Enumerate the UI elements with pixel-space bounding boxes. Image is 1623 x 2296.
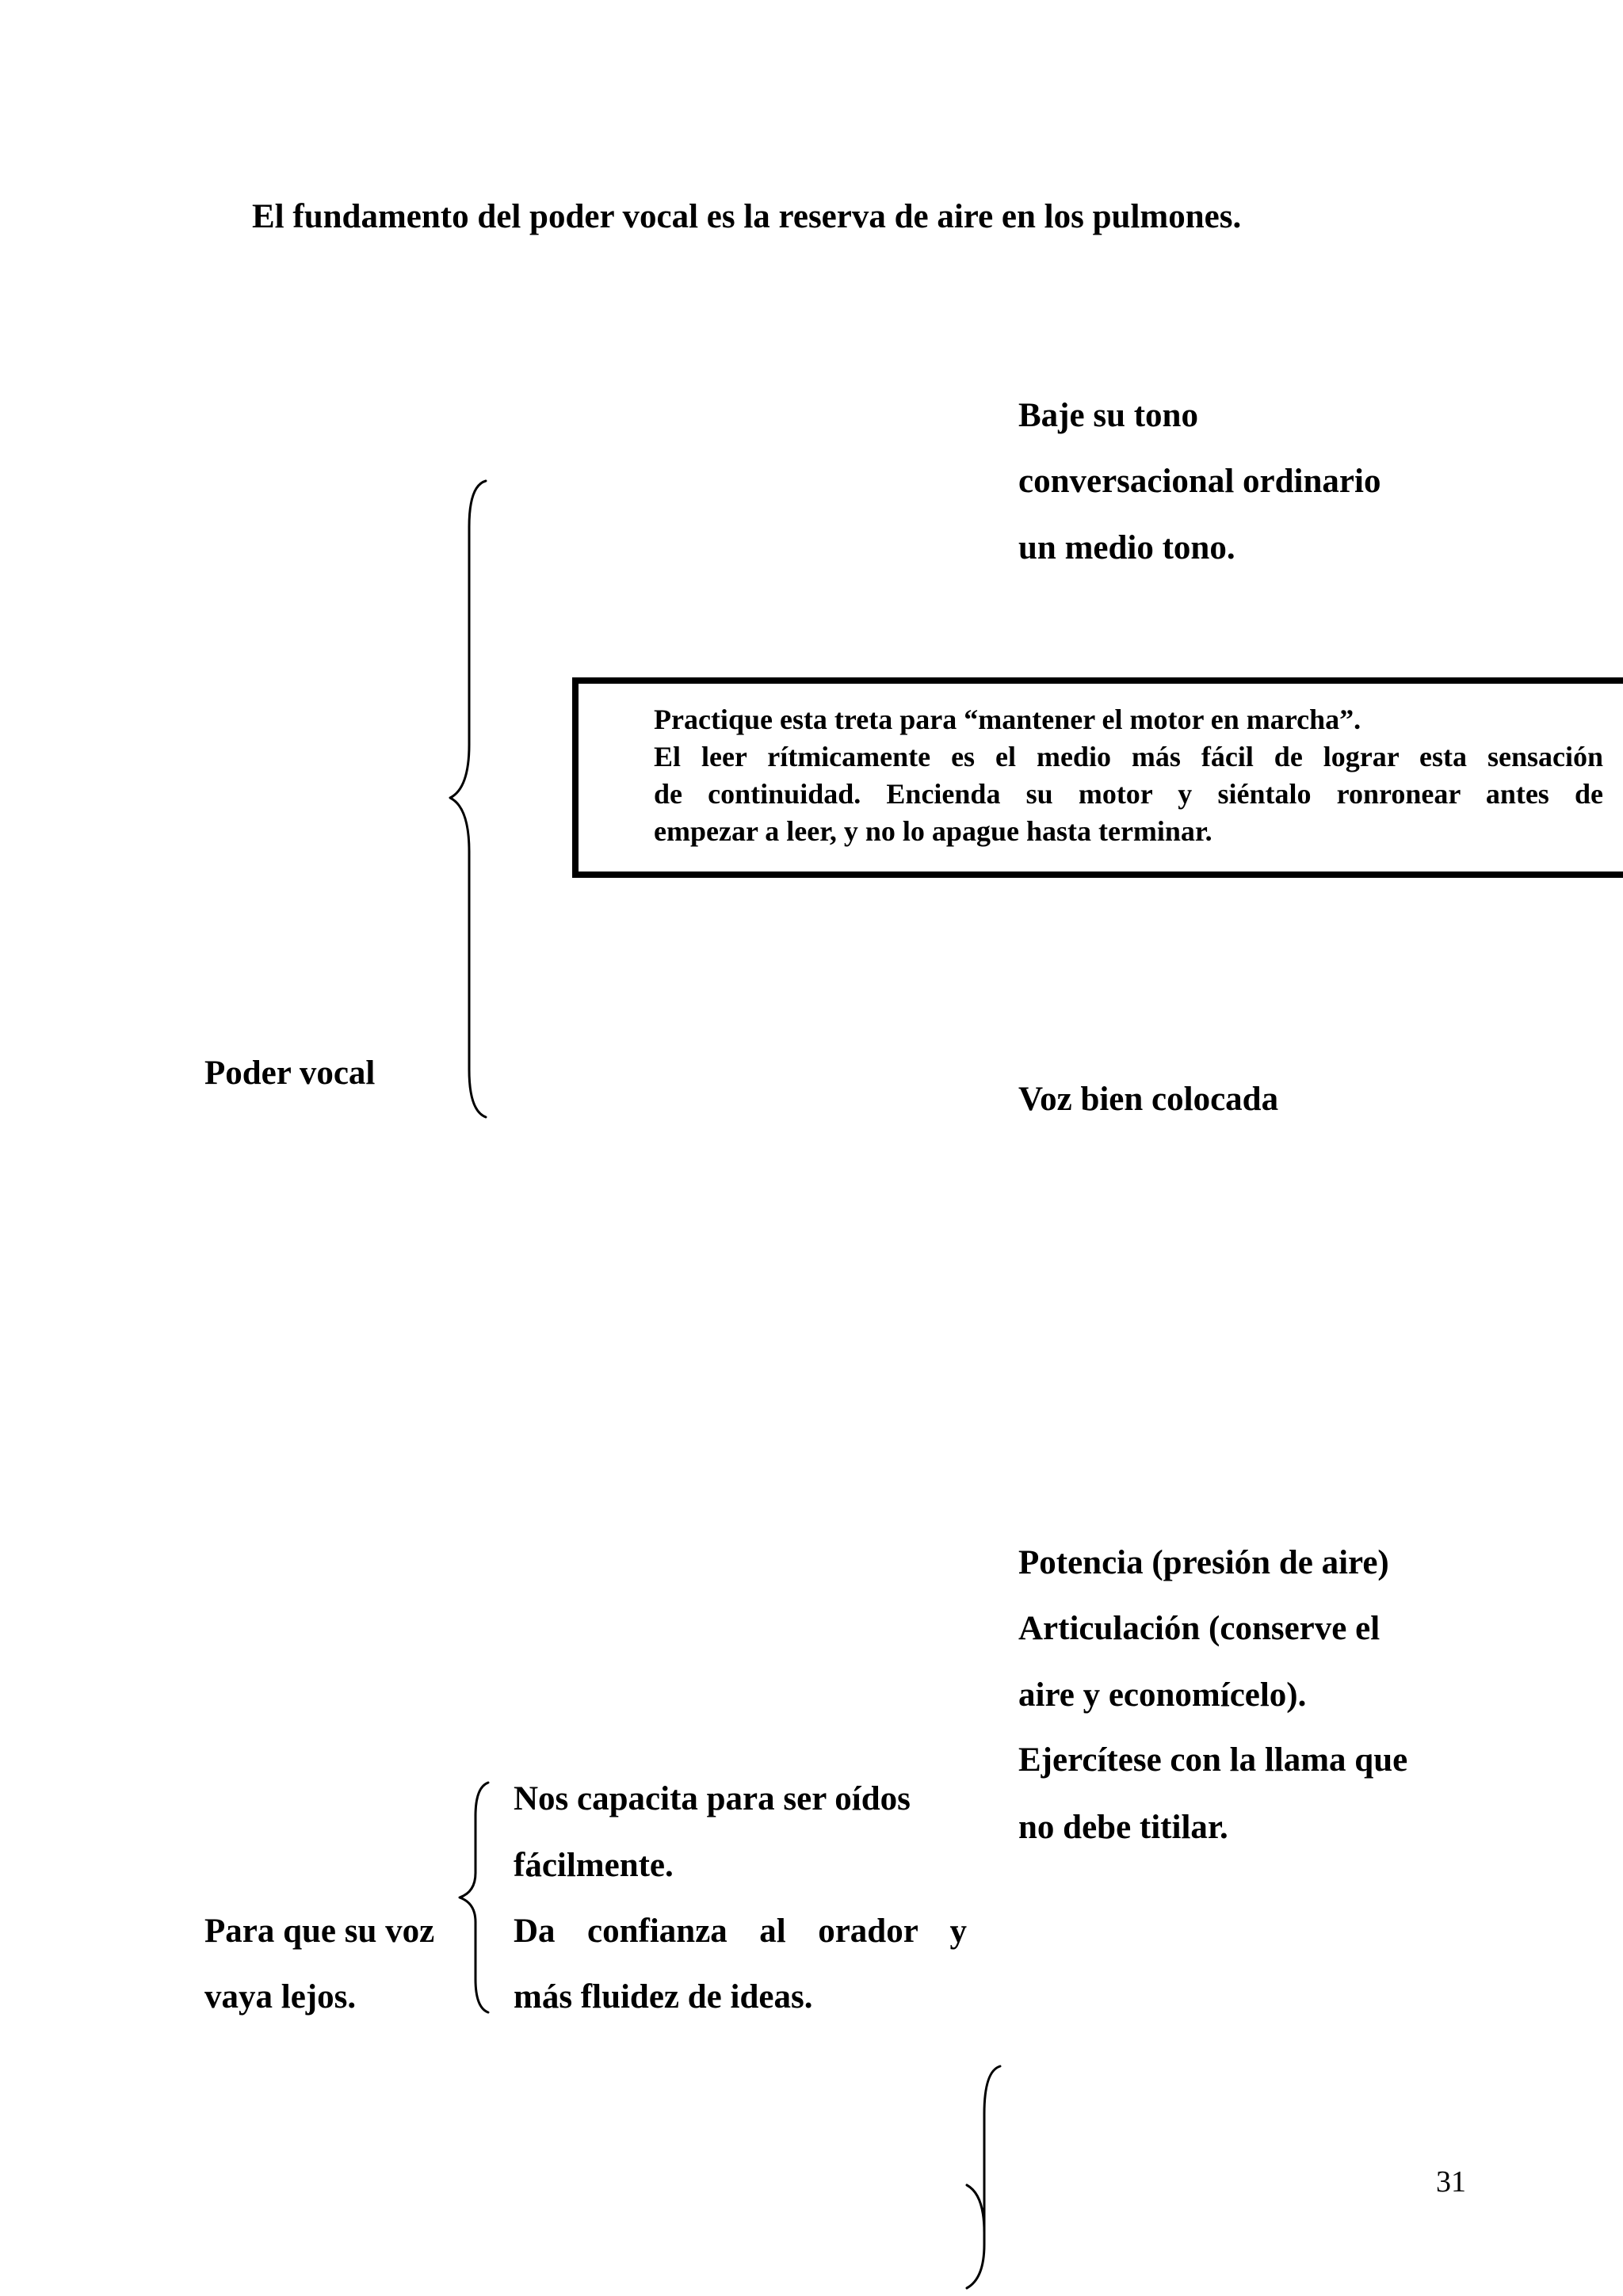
- tip-line-1: Practique esta treta para “mantener el motor en marcha”.: [654, 704, 1361, 735]
- reason-line-2: fácilmente.: [514, 1847, 674, 1884]
- curly-brace-poder-vocal: [444, 471, 491, 1125]
- item-line-2: Articulación (conserve el: [1018, 1610, 1381, 1647]
- tip-box: [572, 677, 1623, 878]
- item-line-5: no debe titilar.: [1018, 1809, 1228, 1846]
- reason-line-1: Nos capacita para ser oídos: [514, 1780, 911, 1817]
- tip-line-4: empezar a leer, y no lo apague hasta terminar.: [654, 815, 1212, 847]
- tip-line-2: El leer rítmicamente es el medio más fácil de lograr esta sensación: [654, 741, 1603, 772]
- item-line-3: aire y economícelo).: [1018, 1676, 1307, 1714]
- voz-lejos-label-1: Para que su voz: [204, 1913, 435, 1950]
- reason-line-4: más fluidez de ideas.: [514, 1978, 813, 2016]
- tone-line-1: Baje su tono: [1018, 397, 1198, 434]
- curly-brace-bottom: [957, 2058, 1005, 2296]
- page-heading: El fundamento del poder vocal es la reserva de aire en los pulmones.: [252, 198, 1242, 235]
- voz-lejos-label-2: vaya lejos.: [204, 1978, 357, 2016]
- reason-line-3: Da confianza al orador y: [514, 1913, 967, 1950]
- tone-line-3: un medio tono.: [1018, 529, 1235, 566]
- voz-colocada-text: Voz bien colocada: [1018, 1081, 1279, 1118]
- item-line-1: Potencia (presión de aire): [1018, 1544, 1389, 1581]
- tone-line-2: conversacional ordinario: [1018, 463, 1381, 500]
- tip-line-3: de continuidad. Encienda su motor y siéntalo ronronear antes de: [654, 778, 1603, 810]
- page-number: 31: [1436, 2165, 1466, 2199]
- item-line-4: Ejercítese con la llama que: [1018, 1741, 1408, 1779]
- tip-box-text: [654, 701, 1603, 850]
- curly-brace-voz-lejos: [453, 1776, 493, 2018]
- poder-vocal-label: Poder vocal: [204, 1055, 376, 1092]
